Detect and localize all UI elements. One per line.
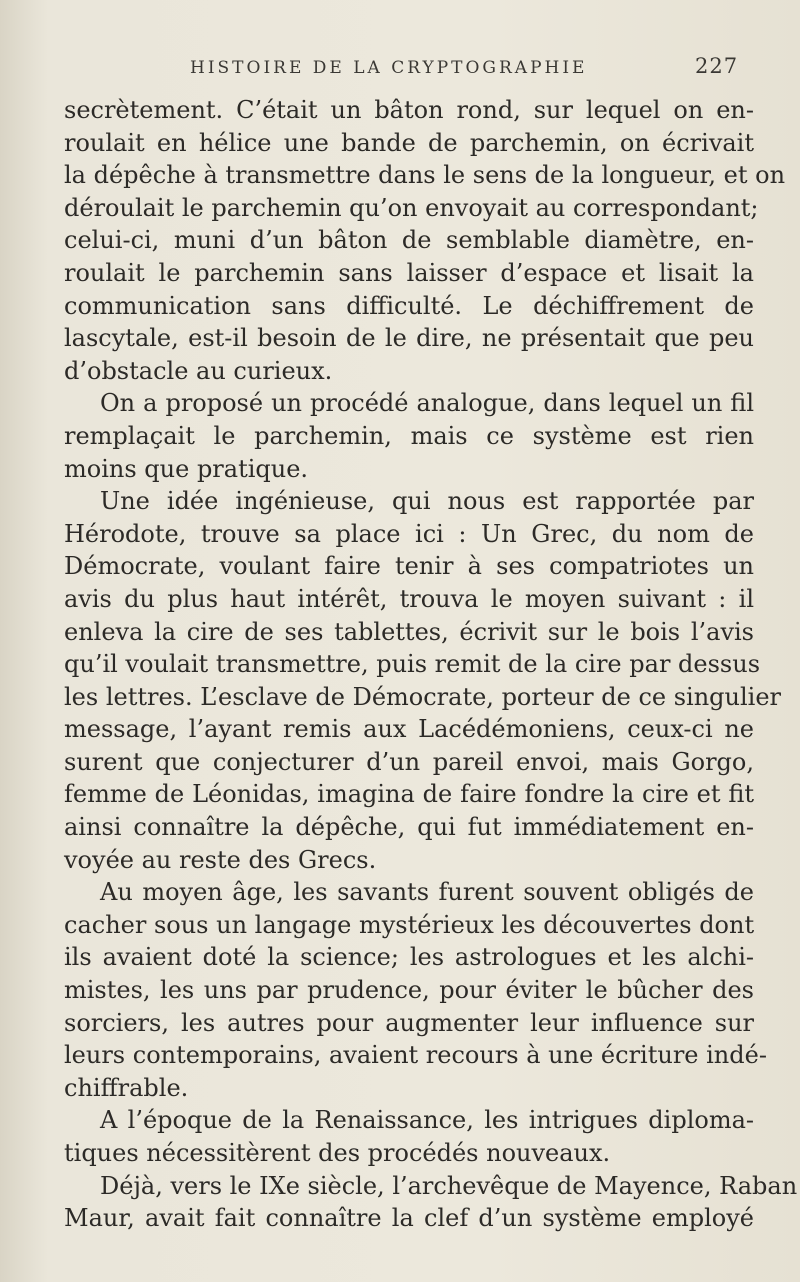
page-number: 227	[695, 54, 739, 78]
text-line: voyée au reste des Grecs.	[64, 845, 377, 874]
text-line: surent que conjecturer d’un pareil envoi, mais Gorgo,	[64, 747, 754, 776]
text-line: mistes, les uns par prudence, pour éviter le bûcher des	[64, 976, 754, 1005]
text-line: cacher sous un langage mystérieux les découvertes dont	[64, 910, 755, 939]
text-line: moins que pratique.	[64, 454, 309, 483]
text-line: leurs contemporains, avaient recours à une écriture indé-	[64, 1041, 767, 1070]
text-line: Au moyen âge, les savants furent souvent obligés de	[100, 878, 754, 907]
text-line: déroulait le parchemin qu’on envoyait au correspondant;	[64, 193, 759, 222]
text-line: ainsi connaître la dépêche, qui fut immédiatement en-	[64, 813, 754, 842]
text-line: remplaçait le parchemin, mais ce système est rien	[64, 421, 754, 450]
text-line: celui-ci, muni d’un bâton de semblable diamètre, en-	[64, 226, 754, 255]
text-line: sorciers, les autres pour augmenter leur influence sur	[64, 1008, 754, 1037]
text-line: qu’il voulait transmettre, puis remit de la cire par dessus	[64, 650, 761, 679]
body-text	[64, 94, 798, 1235]
text-line: Démocrate, voulant faire tenir à ses compatriotes un	[64, 552, 754, 581]
text-line: ils avaient doté la science; les astrologues et les alchi-	[64, 943, 754, 972]
running-title: HISTOIRE DE LA CRYPTOGRAPHIE	[190, 58, 588, 78]
text-line: avis du plus haut intérêt, trouva le moyen suivant : il	[64, 584, 754, 613]
text-line: Déjà, vers le IXe siècle, l’archevêque de Mayence, Raban	[100, 1171, 798, 1200]
text-line: femme de Léonidas, imagina de faire fondre la cire et fit	[64, 780, 754, 809]
text-line: message, l’ayant remis aux Lacédémoniens, ceux-ci ne	[64, 715, 754, 744]
text-line: enleva la cire de ses tablettes, écrivit sur le bois l’avis	[64, 617, 754, 646]
text-line: Une idée ingénieuse, qui nous est rapportée par	[100, 487, 754, 516]
text-line: roulait le parchemin sans laisser d’espace et lisait la	[64, 258, 754, 287]
text-line: chiffrable.	[64, 1073, 189, 1102]
text-line: d’obstacle au curieux.	[64, 356, 333, 385]
text-line: lascytale, est-il besoin de le dire, ne présentait que peu	[64, 324, 754, 353]
text-line: la dépêche à transmettre dans le sens de la longueur, et on	[64, 161, 786, 190]
text-line: tiques nécessitèrent des procédés nouveaux.	[64, 1139, 611, 1167]
text-line: On a proposé un procédé analogue, dans lequel un fil	[100, 389, 754, 418]
text-line: secrètement. C’était un bâton rond, sur lequel on en-	[64, 96, 754, 124]
text-line: Hérodote, trouve sa place ici : Un Grec, du nom de	[64, 519, 754, 548]
text-line: communication sans difficulté. Le déchiffrement de	[64, 291, 754, 320]
text-line: A l’époque de la Renaissance, les intrigues diploma-	[100, 1106, 754, 1135]
text-line: Maur, avait fait connaître la clef d’un système employé	[64, 1204, 754, 1233]
text-line: les lettres. L’esclave de Démocrate, porteur de ce singulier	[64, 682, 782, 711]
text-line: roulait en hélice une bande de parchemin, on écrivait	[64, 128, 754, 157]
